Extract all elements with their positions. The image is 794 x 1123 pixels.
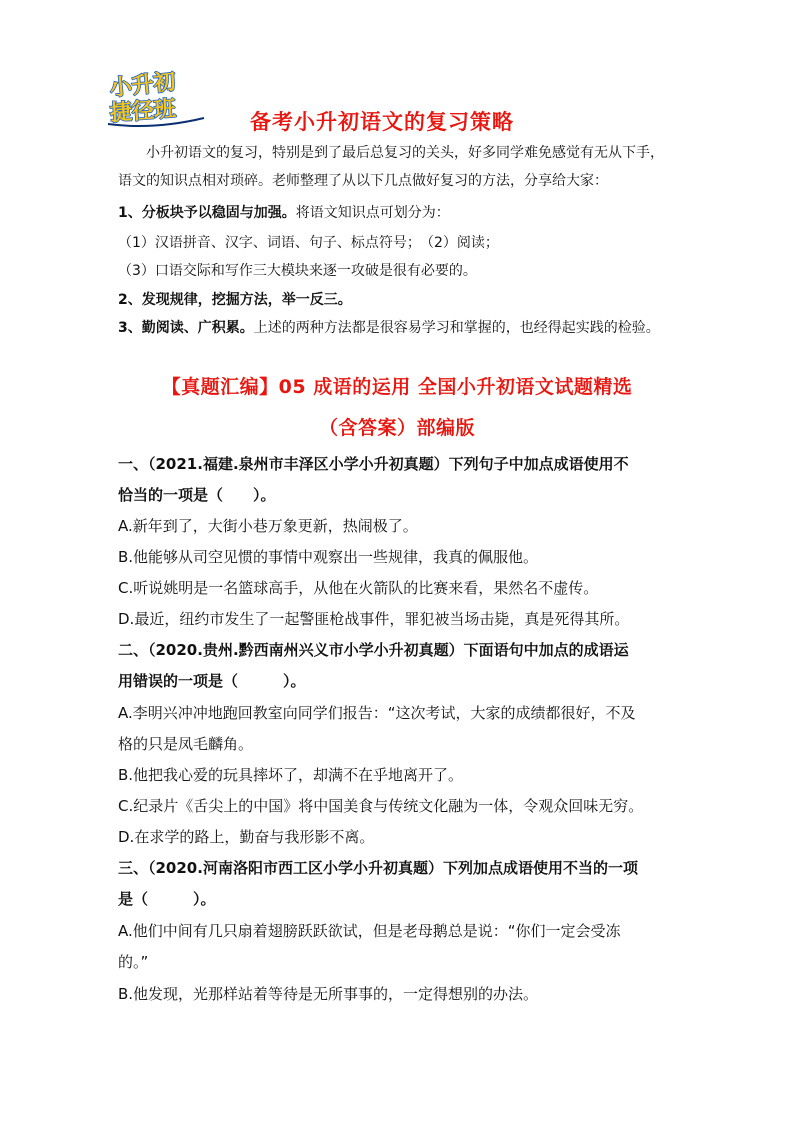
question-1-option-c: C.听说姚明是一名篮球高手，从他在火箭队的比赛来看，果然名不虚传。 [118,579,599,597]
question-1-option-d: D.最近，纽约市发生了一起警匪枪战事件，罪犯被当场击毙，真是死得其所。 [118,610,630,628]
intro-paragraph-line1: 小升初语文的复习，特别是到了最后总复习的关头，好多同学难免感觉有无从下手， [146,145,664,161]
section-title-line2: （含答案）部编版 [318,417,475,439]
question-2-stem-line2: 用错误的一项是（ ）。 [118,672,306,690]
question-1-stem-line1: 一、（2021.福建.泉州市丰泽区小学小升初真题）下列句子中加点成语使用不 [118,455,629,473]
tip-1-heading: 1、分板块予以稳固与加强。 [118,205,296,221]
tip-1-part-c: （3）口语交际和写作三大模块来逐一攻破是很有必要的。 [118,263,477,279]
question-2-option-a-cont: 格的只是凤毛麟角。 [118,735,254,753]
question-1-option-b: B.他能够从司空见惯的事情中观察出一些规律，我真的佩服他。 [118,548,539,566]
question-3-stem-line1: 三、（2020.河南洛阳市西工区小学小升初真题）下列加点成语使用不当的一项 [118,859,638,877]
tip-3-text: 上述的两种方法都是很容易学习和掌握的，也经得起实践的检验。 [253,320,660,336]
question-3-option-b: B.他发现，光那样站着等待是无所事事的，一定得想别的办法。 [118,985,539,1003]
question-2-option-d: D.在求学的路上，勤奋与我形影不离。 [118,828,375,846]
question-3-option-a-cont: 的。” [118,953,149,971]
tip-1 [118,203,450,223]
question-3-stem-line2: 是（ ）。 [118,890,216,908]
tip-1-text: 将语文知识点可划分为： [295,205,450,221]
question-2-option-a: A.李明兴冲冲地跑回教室向同学们报告：“这次考试，大家的成绩都很好，不及 [118,704,636,722]
document-title: 备考小升初语文的复习策略 [250,110,514,134]
brand-logo [104,68,210,128]
tip-2: 2、发现规律，挖掘方法，举一反三。 [118,292,352,308]
logo-line2: 捷径班 [109,96,177,127]
question-2-option-c: C.纪录片《舌尖上的中国》将中国美食与传统文化融为一体，令观众回味无穷。 [118,797,644,815]
question-2-stem-line1: 二、（2020.贵州.黔西南州兴义市小学小升初真题）下面语句中加点的成语运 [118,641,629,659]
tip-1-part-a: （1）汉语拼音、汉字、词语、句子、标点符号； [118,235,421,251]
tip-3-heading: 3、勤阅读、广积累。 [118,320,254,336]
logo-line1: 小升初 [108,69,177,102]
question-3-option-a: A.他们中间有几只扇着翅膀跃跃欲试，但是老母鹅总是说：“你们一定会受冻 [118,922,621,940]
question-1-stem-line2: 恰当的一项是（ ）。 [118,486,276,504]
tip-1-part-b: （2）阅读； [420,235,499,251]
question-2-option-b: B.他把我心爱的玩具摔坏了，却满不在乎地离开了。 [118,766,464,784]
question-1-option-a: A.新年到了，大街小巷万象更新，热闹极了。 [118,517,418,535]
tip-3 [118,318,660,338]
intro-paragraph-line2: 语文的知识点相对琐碎。老师整理了从以下几点做好复习的方法，分享给大家： [118,173,608,189]
section-title-line1: 【真题汇编】05 成语的运用 全国小升初语文试题精选 [161,376,633,398]
